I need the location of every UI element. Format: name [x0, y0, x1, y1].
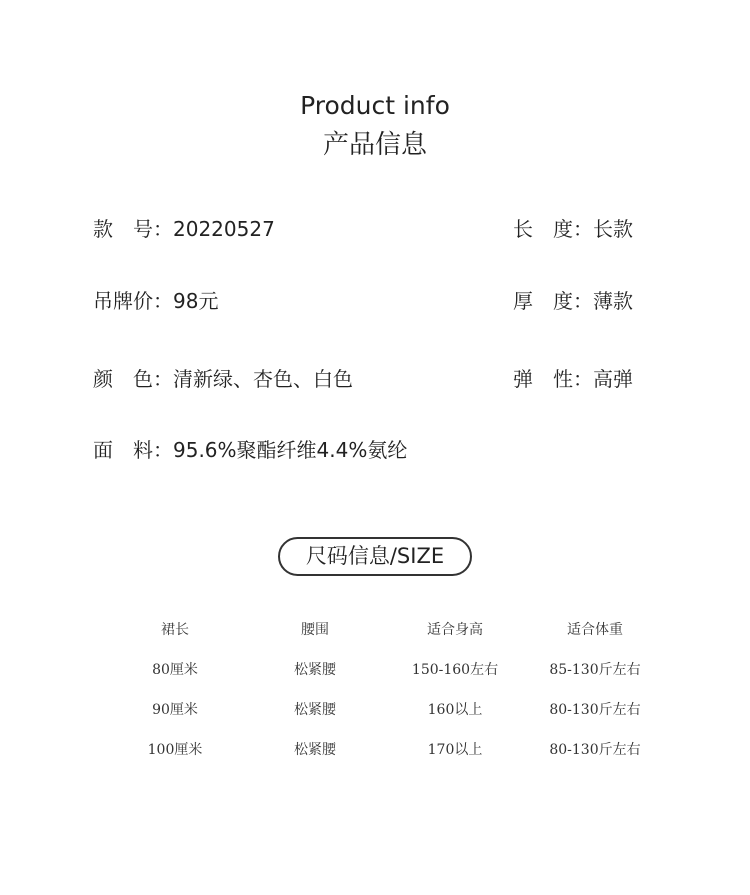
table-cell: 160以上 — [427, 702, 483, 718]
info-style-no-label: 款 号： — [93, 217, 173, 241]
table-row — [105, 695, 665, 725]
size-section-title: 尺码信息/SIZE — [278, 537, 472, 576]
size-header-weight: 适合体重 — [567, 622, 623, 638]
info-color — [93, 365, 353, 393]
table-cell: 85-130斤左右 — [549, 662, 641, 678]
info-color-label: 颜 色： — [93, 367, 173, 391]
info-tag-price — [93, 287, 218, 315]
table-cell: 170以上 — [427, 742, 483, 758]
info-length-value: 长款 — [593, 217, 633, 241]
info-thickness-label: 厚 度： — [513, 289, 593, 313]
table-cell: 90厘米 — [152, 702, 198, 718]
info-elasticity-label: 弹 性： — [513, 367, 593, 391]
page-title-cn: 产品信息 — [322, 130, 427, 160]
info-tag-price-value: 98元 — [173, 289, 219, 313]
size-table-header-row — [105, 615, 665, 645]
table-cell: 松紧腰 — [294, 702, 336, 718]
table-row — [105, 735, 665, 765]
table-cell: 80-130斤左右 — [549, 702, 641, 718]
info-color-value: 清新绿、杏色、白色 — [173, 367, 353, 391]
info-elasticity-value: 高弹 — [593, 367, 633, 391]
info-tag-price-label: 吊牌价： — [93, 289, 173, 313]
table-cell: 松紧腰 — [294, 662, 336, 678]
size-header-waist: 腰围 — [301, 622, 329, 638]
info-fabric-value: 95.6%聚酯纤维4.4%氨纶 — [173, 438, 408, 462]
page-title-en: Product info — [300, 91, 450, 120]
size-header-height: 适合身高 — [427, 622, 483, 638]
table-cell: 100厘米 — [147, 742, 203, 758]
info-style-no — [93, 215, 275, 243]
info-length-label: 长 度： — [513, 217, 593, 241]
info-thickness — [513, 287, 633, 315]
table-cell: 松紧腰 — [294, 742, 336, 758]
table-row — [105, 655, 665, 685]
info-fabric-label: 面 料： — [93, 438, 173, 462]
table-cell: 80-130斤左右 — [549, 742, 641, 758]
info-fabric — [93, 436, 407, 464]
size-header-skirt-length: 裙长 — [161, 622, 189, 638]
info-length — [513, 215, 633, 243]
table-cell: 80厘米 — [152, 662, 198, 678]
info-thickness-value: 薄款 — [593, 289, 633, 313]
info-style-no-value: 20220527 — [173, 217, 275, 241]
table-cell: 150-160左右 — [411, 662, 499, 678]
info-elasticity — [513, 365, 633, 393]
